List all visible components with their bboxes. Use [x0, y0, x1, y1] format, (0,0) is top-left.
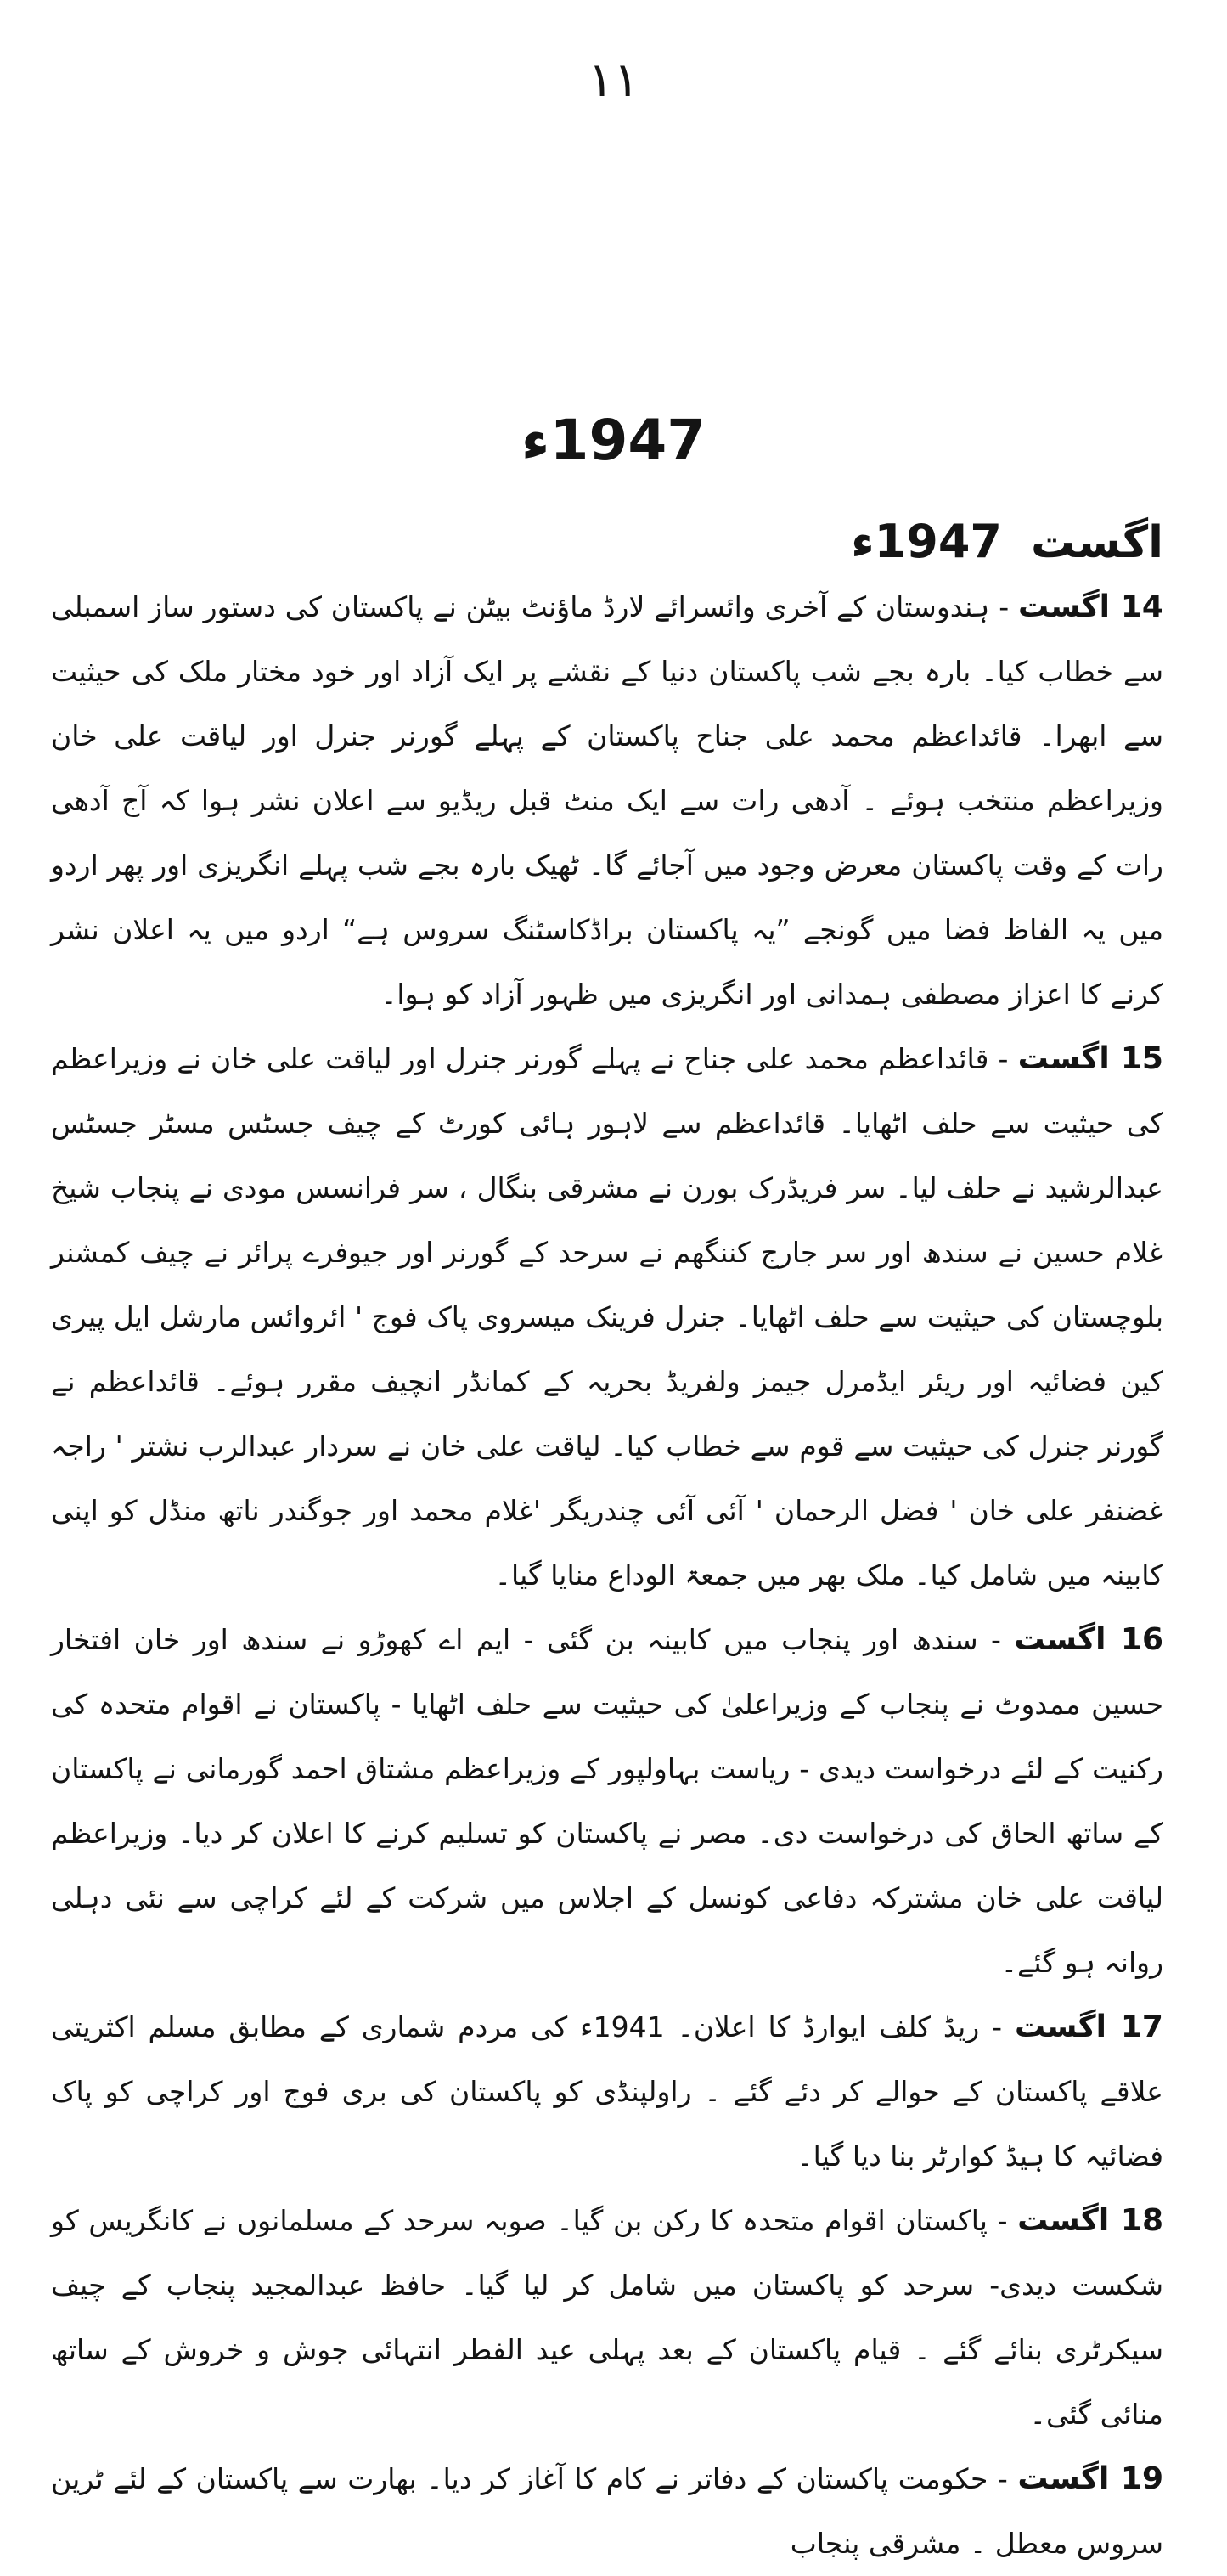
entry-text: - ہندوستان کے آخری وائسرائے لارڈ ماؤنٹ بیٹن نے پاکستان کی دستور ساز اسمبلی سے خطاب کیا۔ بارہ بجے شب پاکستان دنیا کے نقشے پر ایک آزاد اور خود مختار ملک کی حیثیت سے ابھرا۔ قائداعظم محمد علی جناح پاکستان کے پہلے گورنر جنرل اور لیاقت علی خان وزیراعظم منتخب ہوئے ۔ آدھی رات سے ایک منٹ قبل ریڈیو سے اعلان نشر ہوا کہ آج آدھی رات کے وقت پاکستان معرض وجود میں آجائے گا۔ ٹھیک بارہ بجے شب پہلے انگریزی اور پھر اردو میں یہ الفاظ فضا میں گونجے ”یہ پاکستان براڈکاسٹنگ سروس ہے“ اردو میں یہ اعلان نشر کرنے کا اعزاز مصطفی ہمدانی اور انگریزی میں ظہور آزاد کو ہوا۔ [51, 590, 1163, 1011]
entry-date: 15 اگست [1017, 1041, 1163, 1076]
year-title: 1947ء [521, 408, 706, 473]
entry-15-august [51, 1027, 1163, 1608]
entry-text: - ریڈ کلف ایوارڈ کا اعلان۔ 1941ء کی مردم شماری کے مطابق مسلم اکثریتی علاقے پاکستان کے حوالے کر دئے گئے ۔ راولپنڈی کو پاکستان کی بری فوج اور کراچی کو پاک فضائیہ کا ہیڈ کوارٹر بنا دیا گیا۔ [51, 2010, 1163, 2173]
month-label: اگست [1030, 517, 1163, 568]
entry-text: - قائداعظم محمد علی جناح نے پہلے گورنر جنرل اور لیاقت علی خان نے وزیراعظم کی حیثیت سے حلف اٹھایا۔ قائداعظم سے لاہور ہائی کورٹ کے چیف جسٹس مسٹر جسٹس عبدالرشید نے حلف لیا۔ سر فریڈرک بورن نے مشرقی بنگال ، سر فرانسس مودی نے پنجاب شیخ غلام حسین نے سندھ اور سر جارج کننگھم نے سرحد کے گورنر اور جیوفرے پرائر نے چیف کمشنر بلوچستان کی حیثیت سے حلف اٹھایا۔ جنرل فرینک میسروی پاک فوج ' ائروائس مارشل ایل پیری کین فضائیہ اور ریئر ایڈمرل جیمز ولفریڈ بحریہ کے کمانڈر انچیف مقرر ہوئے۔ قائداعظم نے گورنر جنرل کی حیثیت سے قوم سے خطاب کیا۔ لیاقت علی خان نے سردار عبدالرب نشتر ' راجہ غضنفر علی خان ' فضل الرحمان ' آئی آئی چندریگر 'غلام محمد اور جوگندر ناتھ منڈل کو اپنی کابینہ میں شامل کیا۔ ملک بھر میں جمعۃ الوداع منایا گیا۔ [51, 1042, 1163, 1592]
year-label: 1947ء [851, 515, 1002, 568]
entry-17-august [51, 1995, 1163, 2189]
entry-date: 19 اگست [1017, 2461, 1163, 2496]
entry-14-text-block [51, 575, 1163, 1027]
entry-text: - سندھ اور پنجاب میں کابینہ بن گئی - ایم اے کھوڑو نے سندھ اور خان افتخار حسین ممدوٹ نے پنجاب کے وزیراعلیٰ کی حیثیت سے حلف اٹھایا - پاکستان نے اقوام متحدہ کی رکنیت کے لئے درخواست دیدی - ریاست بہاولپور کے وزیراعظم مشتاق احمد گورمانی نے پاکستان کے ساتھ الحاق کی درخواست دی۔ مصر نے پاکستان کو تسلیم کرنے کا اعلان کر دیا۔ وزیراعظم لیاقت علی خان مشترکہ دفاعی کونسل کے اجلاس میں شرکت کے لئے کراچی سے نئی دہلی روانہ ہو گئے۔ [51, 1623, 1163, 1979]
entry-14-august [51, 510, 1163, 575]
entry-date: 14 اگست [1017, 589, 1163, 624]
entry-date: 16 اگست [1014, 1622, 1164, 1657]
entry-16-august [51, 1608, 1163, 1995]
page-number: ۱۱ [588, 53, 639, 108]
entry-text: - حکومت پاکستان کے دفاتر نے کام کا آغاز کر دیا۔ بھارت سے پاکستان کے لئے ٹرین سروس معطل ۔ مشرقی پنجاب [51, 2462, 1163, 2560]
entry-18-august [51, 2189, 1163, 2447]
entry-19-august [51, 2447, 1163, 2576]
entry-date: 17 اگست [1014, 2010, 1163, 2044]
chronology-body [51, 510, 1163, 2576]
entry-text: - پاکستان اقوام متحدہ کا رکن بن گیا۔ صوبہ سرحد کے مسلمانوں نے کانگریس کو شکست دیدی- سرحد کو پاکستان میں شامل کر لیا گیا۔ حافظ عبدالمجید پنجاب کے چیف سیکرٹری بنائے گئے ۔ قیام پاکستان کے بعد پہلی عید الفطر انتہائی جوش و خروش کے ساتھ منائی گئی۔ [51, 2204, 1163, 2431]
entry-date: 18 اگست [1017, 2203, 1163, 2238]
